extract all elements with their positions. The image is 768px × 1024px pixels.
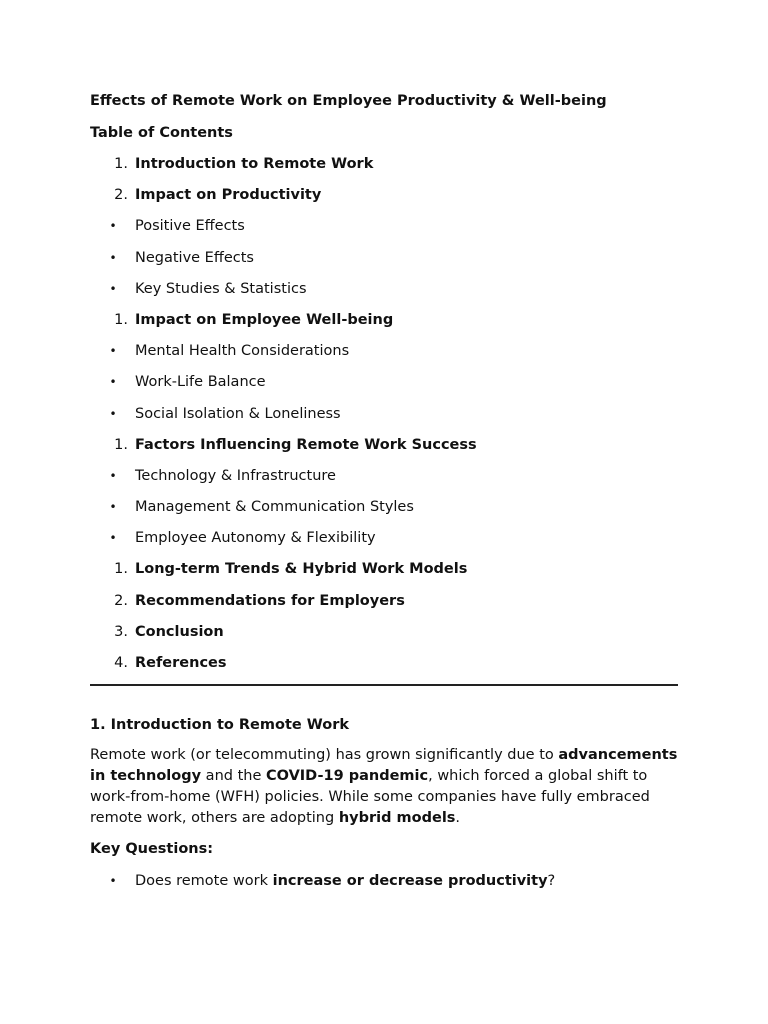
intro-emphasis-covid: COVID-19 pandemic [265,768,429,784]
toc-item-label: Factors Influencing Remote Work Success [135,436,477,453]
toc-number: 1. [114,561,128,578]
toc-item-label: Management & Communication Styles [135,499,414,516]
key-questions-label: Key Questions: [90,841,214,857]
toc-item [90,371,680,402]
toc-item-label: Key Studies & Statistics [135,280,307,297]
toc-number: 2. [114,592,128,609]
toc-title: Table of Contents [90,125,233,141]
bullet-icon: • [109,281,117,296]
key-questions-list [90,870,680,892]
toc-number: 1. [114,311,128,328]
document-page [90,90,680,889]
intro-text-2: and the [201,768,266,784]
toc-item [90,184,680,215]
toc-item-label: Long-term Trends & Hybrid Work Models [135,561,468,578]
toc-number: 3. [114,623,128,640]
toc-item-label: Recommendations for Employers [135,592,405,609]
toc-item [90,309,680,340]
toc-item-label: Impact on Employee Well-being [135,311,394,328]
bullet-icon: • [109,874,117,888]
bullet-icon: • [109,406,117,421]
toc-item-label: References [135,655,227,671]
bullet-icon: • [109,468,117,483]
toc-item [90,527,680,558]
intro-emphasis-technology: advancements in technology [90,747,678,784]
toc-item-label: Technology & Infrastructure [135,467,336,484]
bullet-icon: • [109,500,117,515]
toc-item-label: Work-Life Balance [135,374,266,391]
section-heading: 1. Introduction to Remote Work [90,717,349,733]
toc-item [90,590,680,621]
intro-paragraph [90,745,680,829]
document-title: Effects of Remote Work on Employee Productivity & Well-being [90,93,607,109]
bullet-icon: • [109,531,117,546]
bullet-icon: • [109,250,117,265]
toc-item-label: Negative Effects [135,249,254,266]
toc-item-label: Employee Autonomy & Flexibility [135,530,376,547]
intro-text-1: Remote work (or telecommuting) has grown significantly due to [90,747,559,763]
toc-number: 2. [114,187,128,204]
table-of-contents [90,153,680,683]
toc-item-label: Impact on Productivity [135,187,322,204]
toc-item [90,496,680,527]
toc-item [90,247,680,278]
toc-item-label: Social Isolation & Loneliness [135,405,341,422]
toc-item [90,558,680,589]
question-text-post: ? [547,873,556,889]
toc-item [90,278,680,309]
toc-item [90,340,680,371]
toc-item [90,153,680,184]
toc-item-label: Introduction to Remote Work [135,156,374,172]
toc-item [90,621,680,652]
toc-item-label: Conclusion [135,623,224,640]
toc-item [90,652,680,683]
toc-number: 4. [114,655,128,671]
toc-item [90,465,680,496]
list-item [90,870,680,892]
intro-text-3: , which forced a global shift to work-from-home (WFH) policies. While some companies have fully embraced remote work, others are adopting [90,768,650,826]
bullet-icon: • [109,219,117,234]
toc-item-label: Positive Effects [135,218,245,235]
toc-item [90,215,680,246]
toc-item-label: Mental Health Considerations [135,343,350,360]
question-text-pre: Does remote work [135,873,273,889]
toc-number: 1. [114,156,128,172]
toc-item [90,434,680,465]
bullet-icon: • [109,375,117,390]
section-divider [90,684,678,686]
toc-number: 1. [114,436,128,453]
bullet-icon: • [109,344,117,359]
intro-emphasis-hybrid: hybrid models [338,810,456,826]
question-emphasis: increase or decrease productivity [272,873,548,889]
intro-text-4: . [455,810,461,826]
section-introduction [90,714,680,892]
toc-item [90,403,680,434]
